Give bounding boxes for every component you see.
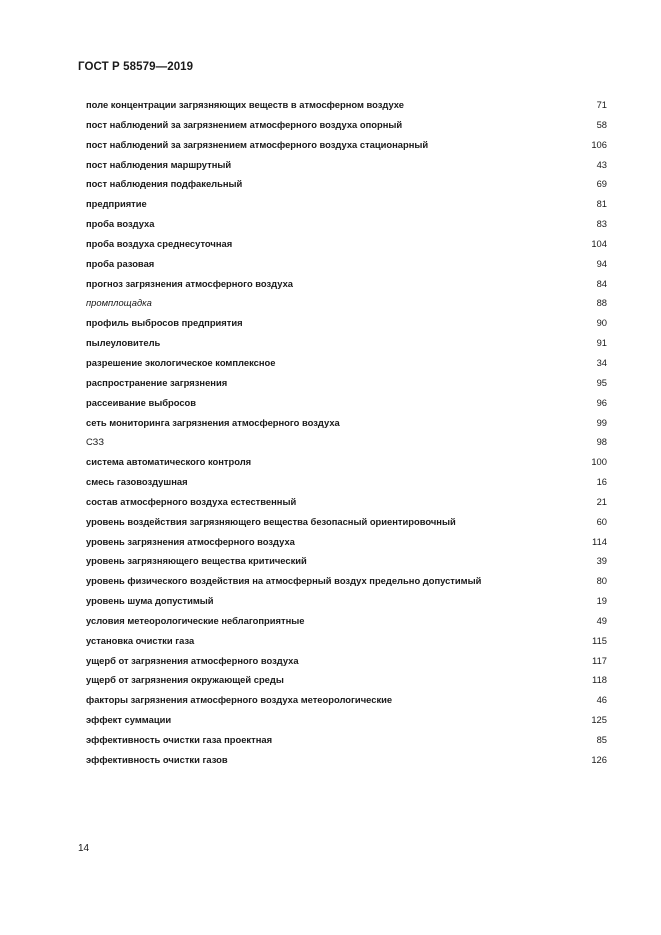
index-entry xyxy=(86,633,607,653)
index-term: система автоматического контроля xyxy=(86,456,252,468)
index-page-number: 19 xyxy=(596,595,607,607)
index-entry xyxy=(86,335,607,355)
index-entry xyxy=(86,712,607,732)
index-entry xyxy=(86,256,607,276)
index-page-number: 69 xyxy=(596,178,607,190)
index-term: профиль выбросов предприятия xyxy=(86,317,243,329)
index-term: пост наблюдений за загрязнением атмосферного воздуха стационарный xyxy=(86,138,429,150)
index-entry xyxy=(86,474,607,494)
index-page-number: 34 xyxy=(596,356,607,368)
index-page-number: 118 xyxy=(592,674,607,686)
index-page-number: 114 xyxy=(592,535,607,547)
index-page-number: 60 xyxy=(596,515,607,527)
index-page-number: 85 xyxy=(596,734,607,745)
index-entry xyxy=(86,117,607,137)
index-page-number: 96 xyxy=(596,396,607,408)
index-entry xyxy=(86,752,607,772)
index-term: условия метеорологические неблагоприятные xyxy=(86,614,305,626)
index-entry xyxy=(86,97,607,117)
index-term: пылеуловитель xyxy=(86,337,161,349)
index-term: пост наблюдения маршрутный xyxy=(86,158,232,170)
index-page-number: 81 xyxy=(596,198,607,210)
index-page-number: 80 xyxy=(596,575,607,587)
index-term: уровень загрязняющего вещества критический xyxy=(86,555,307,567)
index-entry xyxy=(86,355,607,375)
index-page-number: 39 xyxy=(596,555,607,567)
index-entry xyxy=(86,395,607,415)
index-term: эффективность очистки газов xyxy=(86,753,228,765)
index-term: проба разовая xyxy=(86,257,155,269)
index-term: прогноз загрязнения атмосферного воздуха xyxy=(86,277,293,289)
index-term: эффективность очистки газа проектная xyxy=(86,734,273,745)
index-entry xyxy=(86,454,607,474)
page-number: 14 xyxy=(78,843,90,854)
index-entry xyxy=(86,276,607,296)
index-entry xyxy=(86,434,607,454)
index-page-number: 88 xyxy=(596,297,607,309)
index-page-number: 99 xyxy=(596,416,607,428)
index-entry xyxy=(86,514,607,534)
document-header: ГОСТ Р 58579—2019 xyxy=(78,61,194,73)
index-term: уровень физического воздействия на атмосферный воздух предельно допустимый xyxy=(86,575,482,587)
index-entry xyxy=(86,196,607,216)
index-page-number: 58 xyxy=(596,118,607,130)
index-page-number: 95 xyxy=(596,376,607,388)
index-page-number: 100 xyxy=(591,456,607,468)
index-term: ущерб от загрязнения окружающей среды xyxy=(86,674,284,686)
index-entry xyxy=(86,494,607,514)
index-entry xyxy=(86,653,607,673)
index-term: уровень воздействия загрязняющего вещества безопасный ориентировочный xyxy=(86,515,456,527)
index-term: уровень шума допустимый xyxy=(86,595,214,607)
index-entry xyxy=(86,415,607,435)
index-term: разрешение экологическое комплексное xyxy=(86,356,276,368)
index-entry xyxy=(86,375,607,395)
index-page-number: 83 xyxy=(596,218,607,230)
index-page-number: 91 xyxy=(596,337,607,349)
index-page-number: 21 xyxy=(596,495,607,507)
index-page-number: 98 xyxy=(596,436,607,448)
index-term: проба воздуха среднесуточная xyxy=(86,237,233,249)
index-entry xyxy=(86,295,607,315)
index-page-number: 117 xyxy=(592,654,607,666)
index-page-number: 71 xyxy=(596,99,607,110)
index-entry xyxy=(86,534,607,554)
index-term: предприятие xyxy=(86,198,147,210)
index-entry xyxy=(86,573,607,593)
index-page-number: 115 xyxy=(592,634,607,646)
index-page-number: 90 xyxy=(596,317,607,329)
index-page-number: 94 xyxy=(596,257,607,269)
term-index-list xyxy=(86,97,607,772)
index-page-number: 106 xyxy=(591,138,607,150)
index-term: смесь газовоздушная xyxy=(86,476,188,488)
index-entry xyxy=(86,176,607,196)
index-page-number: 49 xyxy=(596,614,607,626)
index-term: факторы загрязнения атмосферного воздуха метеорологические xyxy=(86,694,393,706)
index-term: поле концентрации загрязняющих веществ в атмосферном воздухе xyxy=(86,99,404,110)
index-entry xyxy=(86,593,607,613)
index-term: распространение загрязнения xyxy=(86,376,228,388)
index-term: установка очистки газа xyxy=(86,634,195,646)
index-term: рассеивание выбросов xyxy=(86,396,197,408)
index-page-number: 125 xyxy=(591,714,607,726)
index-term: промплощадка xyxy=(86,297,152,309)
index-entry xyxy=(86,672,607,692)
index-page-number: 43 xyxy=(596,158,607,170)
index-page-number: 16 xyxy=(596,476,607,488)
index-term: пост наблюдения подфакельный xyxy=(86,178,243,190)
index-page-number: 104 xyxy=(591,237,607,249)
index-page-number: 84 xyxy=(596,277,607,289)
index-entry xyxy=(86,216,607,236)
index-page-number: 126 xyxy=(591,753,607,765)
index-term: пост наблюдений за загрязнением атмосферного воздуха опорный xyxy=(86,118,403,130)
index-term: проба воздуха xyxy=(86,218,155,230)
index-entry xyxy=(86,692,607,712)
index-entry xyxy=(86,613,607,633)
index-term: СЗЗ xyxy=(86,436,104,448)
index-entry xyxy=(86,315,607,335)
index-page-number: 46 xyxy=(596,694,607,706)
index-term: эффект суммации xyxy=(86,714,172,726)
index-term: сеть мониторинга загрязнения атмосферного воздуха xyxy=(86,416,340,428)
index-entry xyxy=(86,236,607,256)
index-term: состав атмосферного воздуха естественный xyxy=(86,495,297,507)
index-entry xyxy=(86,157,607,177)
index-entry xyxy=(86,553,607,573)
index-term: ущерб от загрязнения атмосферного воздуха xyxy=(86,654,299,666)
index-term: уровень загрязнения атмосферного воздуха xyxy=(86,535,295,547)
index-entry xyxy=(86,732,607,752)
index-entry xyxy=(86,137,607,157)
